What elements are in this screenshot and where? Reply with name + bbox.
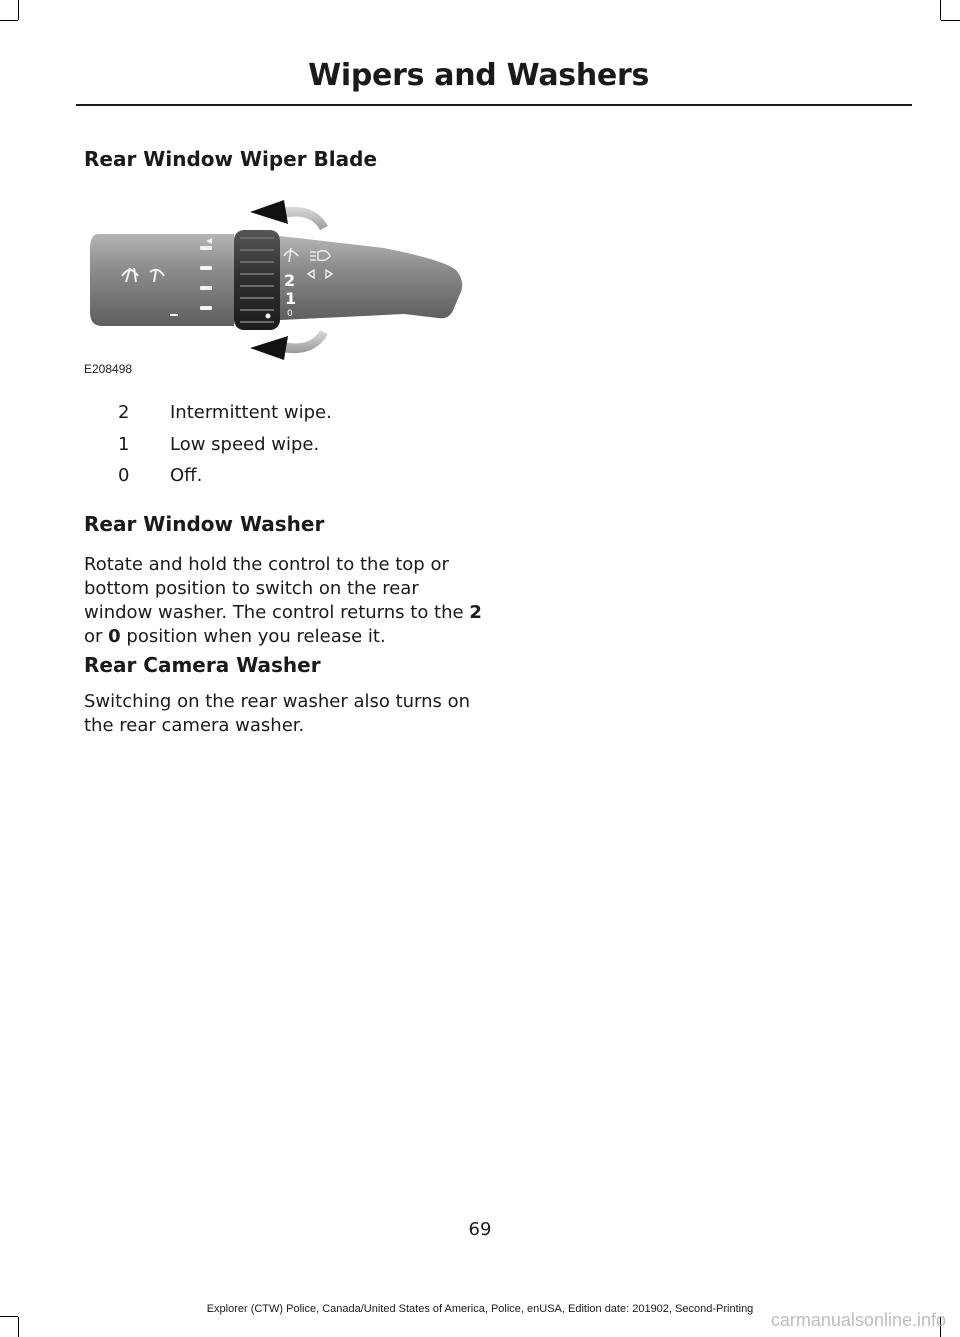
position-number: 2: [118, 402, 130, 423]
watermark: carmanualsonline.info: [770, 1310, 946, 1330]
bold-position: 0: [108, 626, 121, 647]
list-item: [84, 465, 484, 491]
figure-label-2: 2: [284, 271, 296, 290]
crop-mark: [940, 0, 941, 20]
paragraph-text: or: [84, 626, 109, 647]
rotate-up-arrow: [282, 207, 328, 230]
page-header-title: Wipers and Washers: [308, 58, 649, 93]
position-description: Off.: [170, 465, 203, 486]
paragraph-rear-washer: [84, 553, 484, 649]
stalk-body: [90, 234, 234, 326]
rotate-down-arrowhead: [250, 336, 288, 360]
page-number: 69: [468, 1219, 492, 1240]
section-heading-rear-camera-washer: Rear Camera Washer: [84, 653, 321, 677]
position-number: 1: [118, 434, 130, 455]
figure-code: E208498: [84, 362, 133, 376]
wiper-stalk-illustration: [84, 190, 484, 380]
header-divider: [76, 104, 912, 106]
list-item: [84, 402, 484, 428]
position-number: 0: [118, 465, 130, 486]
rotate-down-arrow: [282, 330, 328, 353]
section-heading-rear-wiper: Rear Window Wiper Blade: [84, 147, 378, 171]
rotary-ring: [234, 230, 280, 330]
footer-edition: Explorer (CTW) Police, Canada/United States of America, Police, enUSA, Edition date: 201902, Second-Printing: [206, 1303, 754, 1315]
figure-label-0: 0: [287, 309, 293, 319]
position-description: Low speed wipe.: [170, 434, 320, 455]
paragraph-rear-camera-washer: Switching on the rear washer also turns on the rear camera washer.: [84, 691, 471, 736]
crop-mark: [18, 0, 19, 20]
crop-mark: [18, 1317, 19, 1337]
position-description: Intermittent wipe.: [170, 402, 332, 423]
paragraph-text: Rotate and hold the control to the top or bottom position to switch on the rear window washer. The control returns to the: [84, 554, 464, 623]
crop-mark: [0, 20, 18, 21]
crop-mark: [941, 20, 960, 21]
figure-label-1: 1: [285, 289, 297, 308]
list-item: [84, 434, 484, 460]
rotate-up-arrowhead: [250, 200, 288, 224]
paragraph-text: position when you release it.: [120, 626, 386, 647]
crop-mark: [0, 1316, 18, 1317]
section-heading-rear-washer: Rear Window Washer: [84, 512, 325, 536]
stalk-tip: [280, 236, 462, 320]
bold-position: 2: [469, 602, 482, 623]
